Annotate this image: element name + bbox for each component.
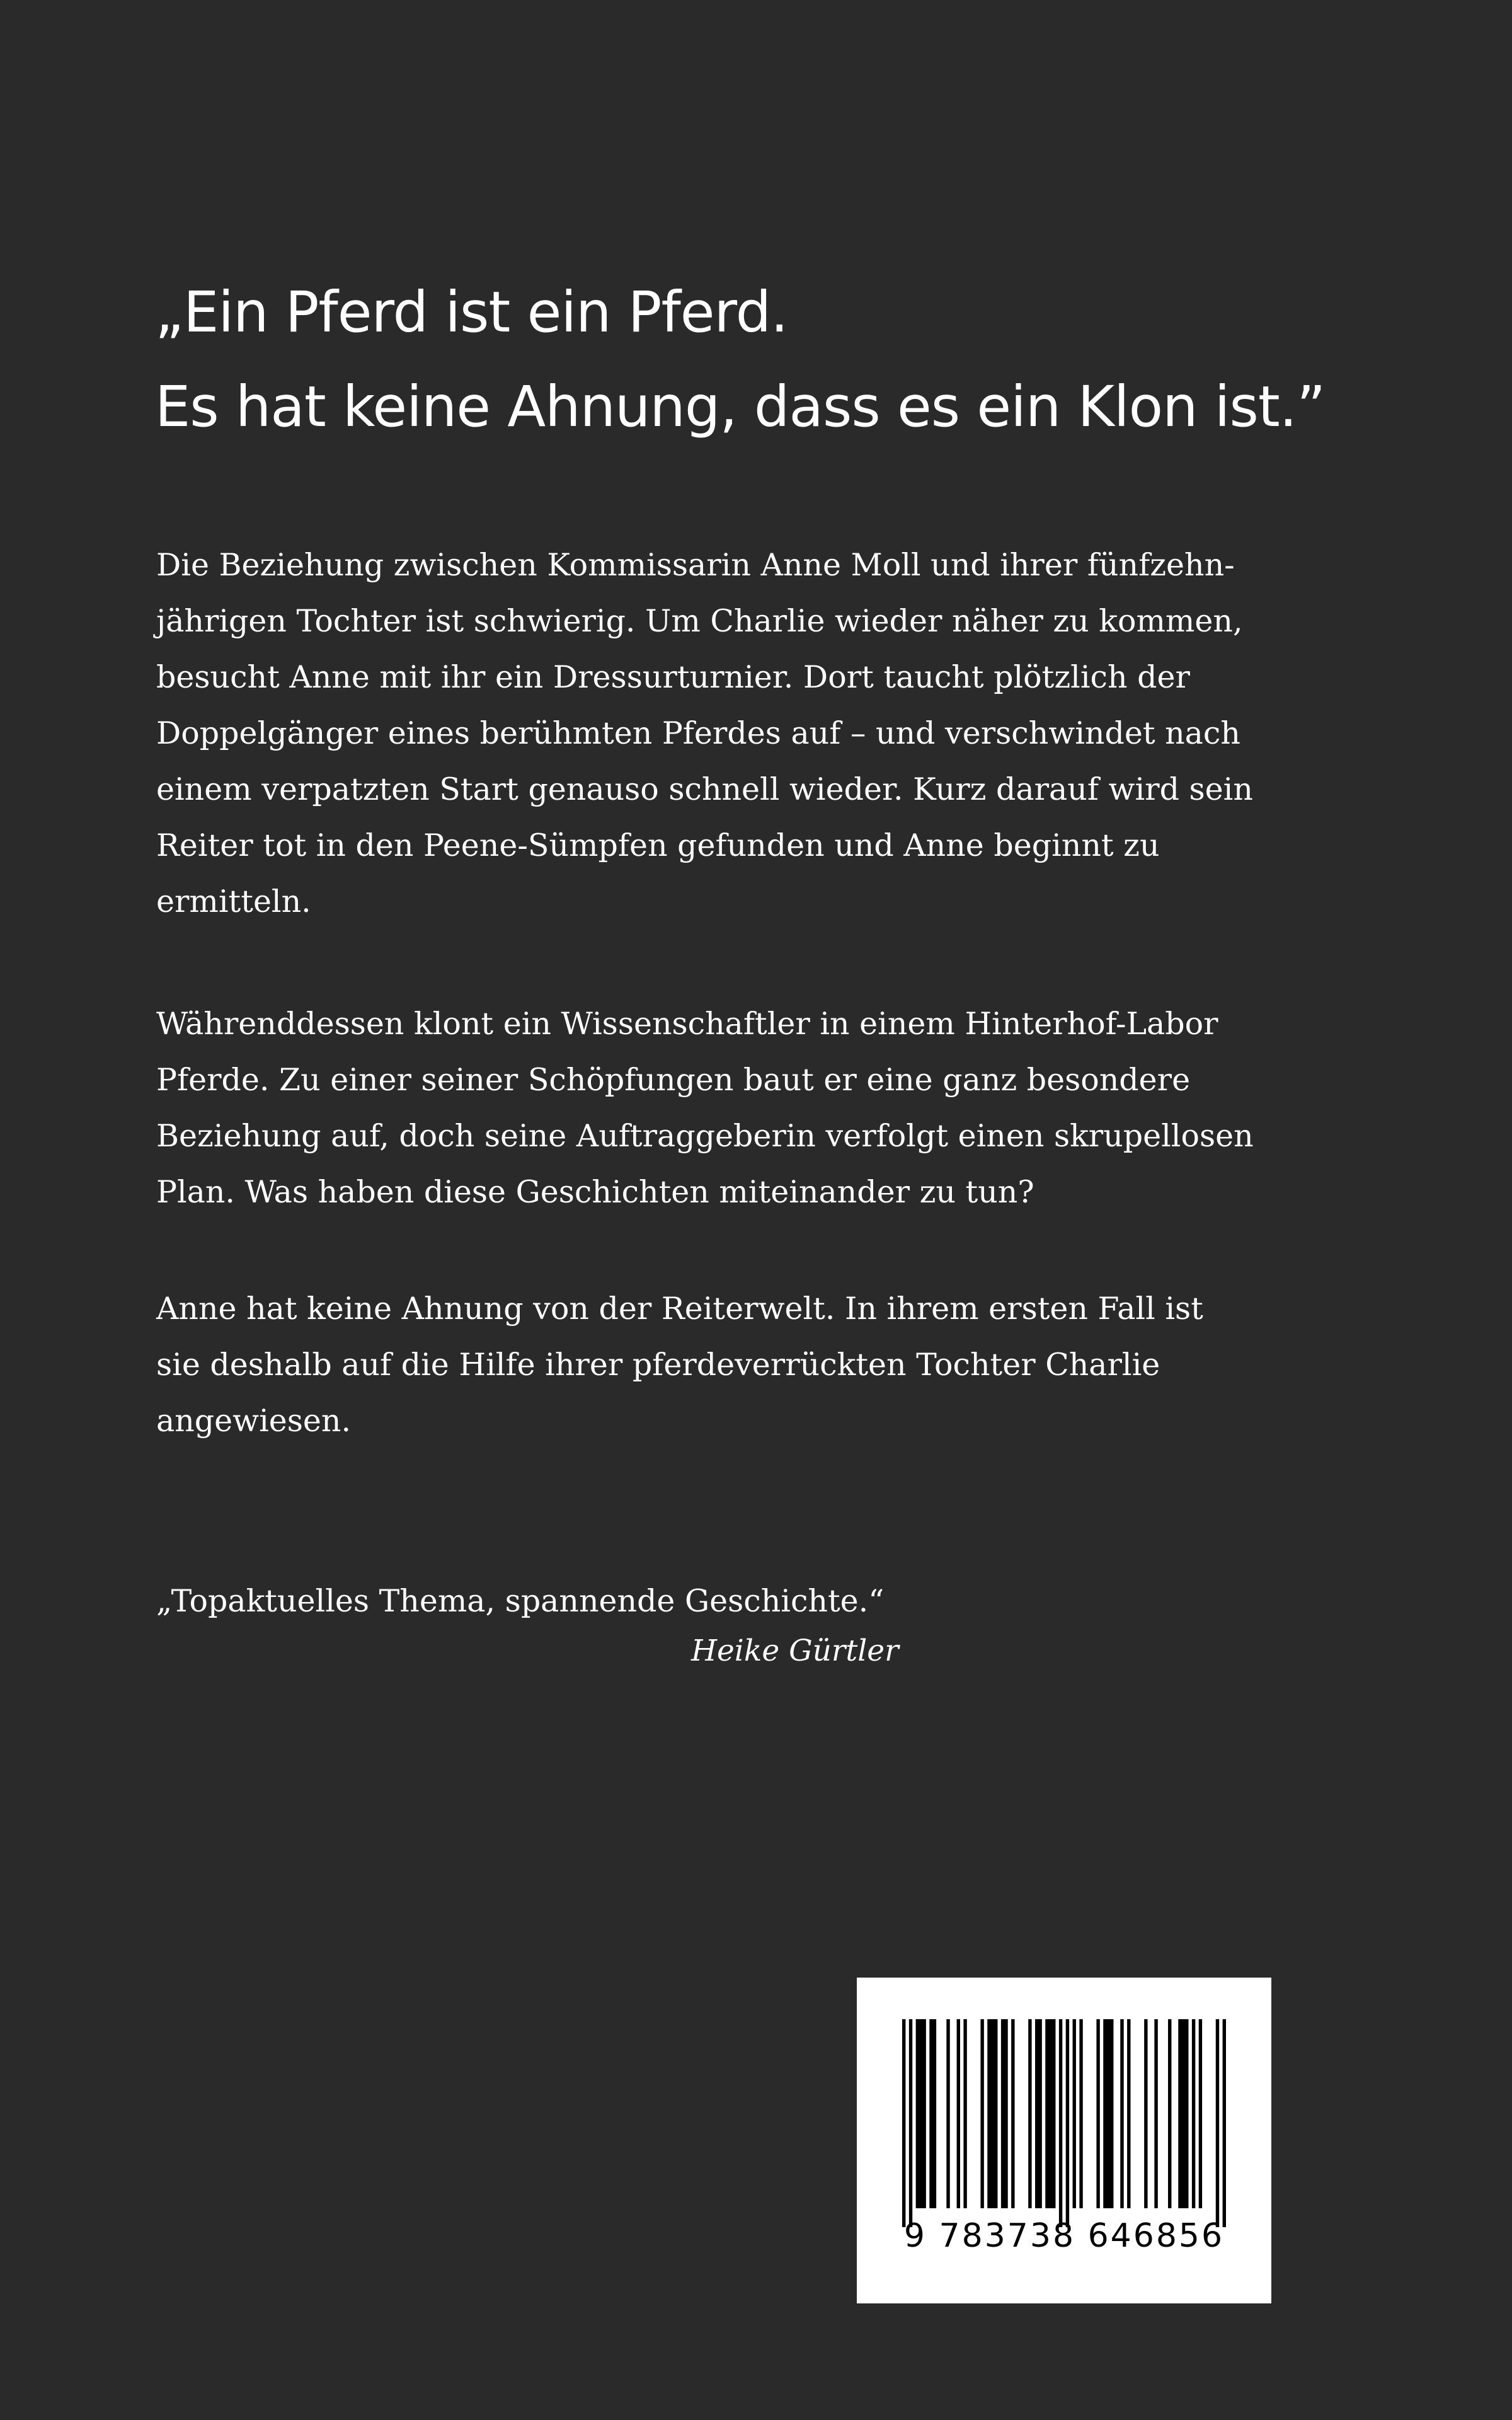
isbn-digits: 9 783738 646856 — [903, 2217, 1225, 2255]
barcode-bar — [980, 2019, 983, 2208]
barcode-bar — [1028, 2019, 1031, 2208]
barcode-bar — [1168, 2019, 1171, 2208]
blurb-paragraph-3 — [156, 1281, 1303, 1449]
isbn-barcode — [857, 1978, 1271, 2303]
barcode-bar — [1035, 2019, 1042, 2208]
barcode-bars — [902, 2019, 1226, 2227]
barcode-guard-bar — [909, 2019, 912, 2227]
barcode-guard-bar — [1216, 2019, 1219, 2227]
text-line: Währenddessen klont ein Wissenschaftler in einem Hinterhof-Labor — [156, 1006, 1218, 1042]
headline-line-1: „Ein Pferd ist ein Pferd. — [155, 279, 788, 345]
barcode-bar — [1001, 2019, 1008, 2208]
blurb-paragraph-2 — [156, 996, 1303, 1220]
barcode-bar — [1103, 2019, 1113, 2208]
text-line: Plan. Was haben diese Geschichten miteinander zu tun? — [156, 1174, 1034, 1210]
text-line: Anne hat keine Ahnung von der Reiterwelt. In ihrem ersten Fall ist — [156, 1291, 1203, 1327]
review-quote-text: „Topaktuelles Thema, spannende Geschichte.“ — [156, 1583, 885, 1619]
review-quote — [156, 1573, 1303, 1629]
barcode-guard-bar — [902, 2019, 905, 2227]
barcode-bar — [1154, 2019, 1157, 2208]
barcode-bar — [1011, 2019, 1014, 2208]
headline-quote — [155, 265, 1352, 454]
text-line: jährigen Tochter ist schwierig. Um Charlie wieder näher zu kommen, — [156, 603, 1243, 639]
text-line: einem verpatzten Start genauso schnell wieder. Kurz darauf wird sein — [156, 771, 1253, 807]
barcode-bar — [957, 2019, 960, 2208]
headline-line-2: Es hat keine Ahnung, dass es ein Klon ist.” — [155, 374, 1326, 439]
barcode-bar — [1120, 2019, 1123, 2208]
barcode-bar — [929, 2019, 936, 2208]
barcode-bar — [946, 2019, 949, 2208]
text-line: besucht Anne mit ihr ein Dressurturnier. Dort taucht plötzlich der — [156, 659, 1190, 695]
barcode-bar — [963, 2019, 966, 2208]
text-line: ermitteln. — [156, 884, 311, 919]
barcode-guard-bar — [1059, 2019, 1062, 2227]
review-author: Heike Gürtler — [691, 1634, 899, 1668]
text-line: Die Beziehung zwischen Kommissarin Anne Moll und ihrer fünfzehn- — [156, 547, 1235, 583]
barcode-bar — [1073, 2019, 1076, 2208]
text-line: Doppelgänger eines berühmten Pferdes auf – und verschwindet nach — [156, 715, 1240, 751]
barcode-bar — [1096, 2019, 1099, 2208]
text-line: Beziehung auf, doch seine Auftraggeberin verfolgt einen skrupellosen — [156, 1118, 1254, 1154]
barcode-bar — [916, 2019, 926, 2208]
barcode-guard-bar — [1066, 2019, 1069, 2227]
barcode-bar — [1144, 2019, 1147, 2208]
text-line: Pferde. Zu einer seiner Schöpfungen baut er eine ganz besondere — [156, 1062, 1191, 1098]
text-line: Reiter tot in den Peene-Sümpfen gefunden und Anne beginnt zu — [156, 827, 1160, 863]
barcode-guard-bar — [1223, 2019, 1226, 2227]
blurb-paragraph-1 — [156, 537, 1303, 930]
text-line: angewiesen. — [156, 1403, 352, 1439]
barcode-bar — [1199, 2019, 1202, 2208]
barcode-bar — [1079, 2019, 1082, 2208]
barcode-bar — [1127, 2019, 1130, 2208]
text-line: sie deshalb auf die Hilfe ihrer pferdeverrückten Tochter Charlie — [156, 1347, 1160, 1383]
barcode-bar — [1192, 2019, 1195, 2208]
barcode-bar — [987, 2019, 997, 2208]
barcode-bar — [1178, 2019, 1188, 2208]
barcode-bar — [1045, 2019, 1055, 2208]
